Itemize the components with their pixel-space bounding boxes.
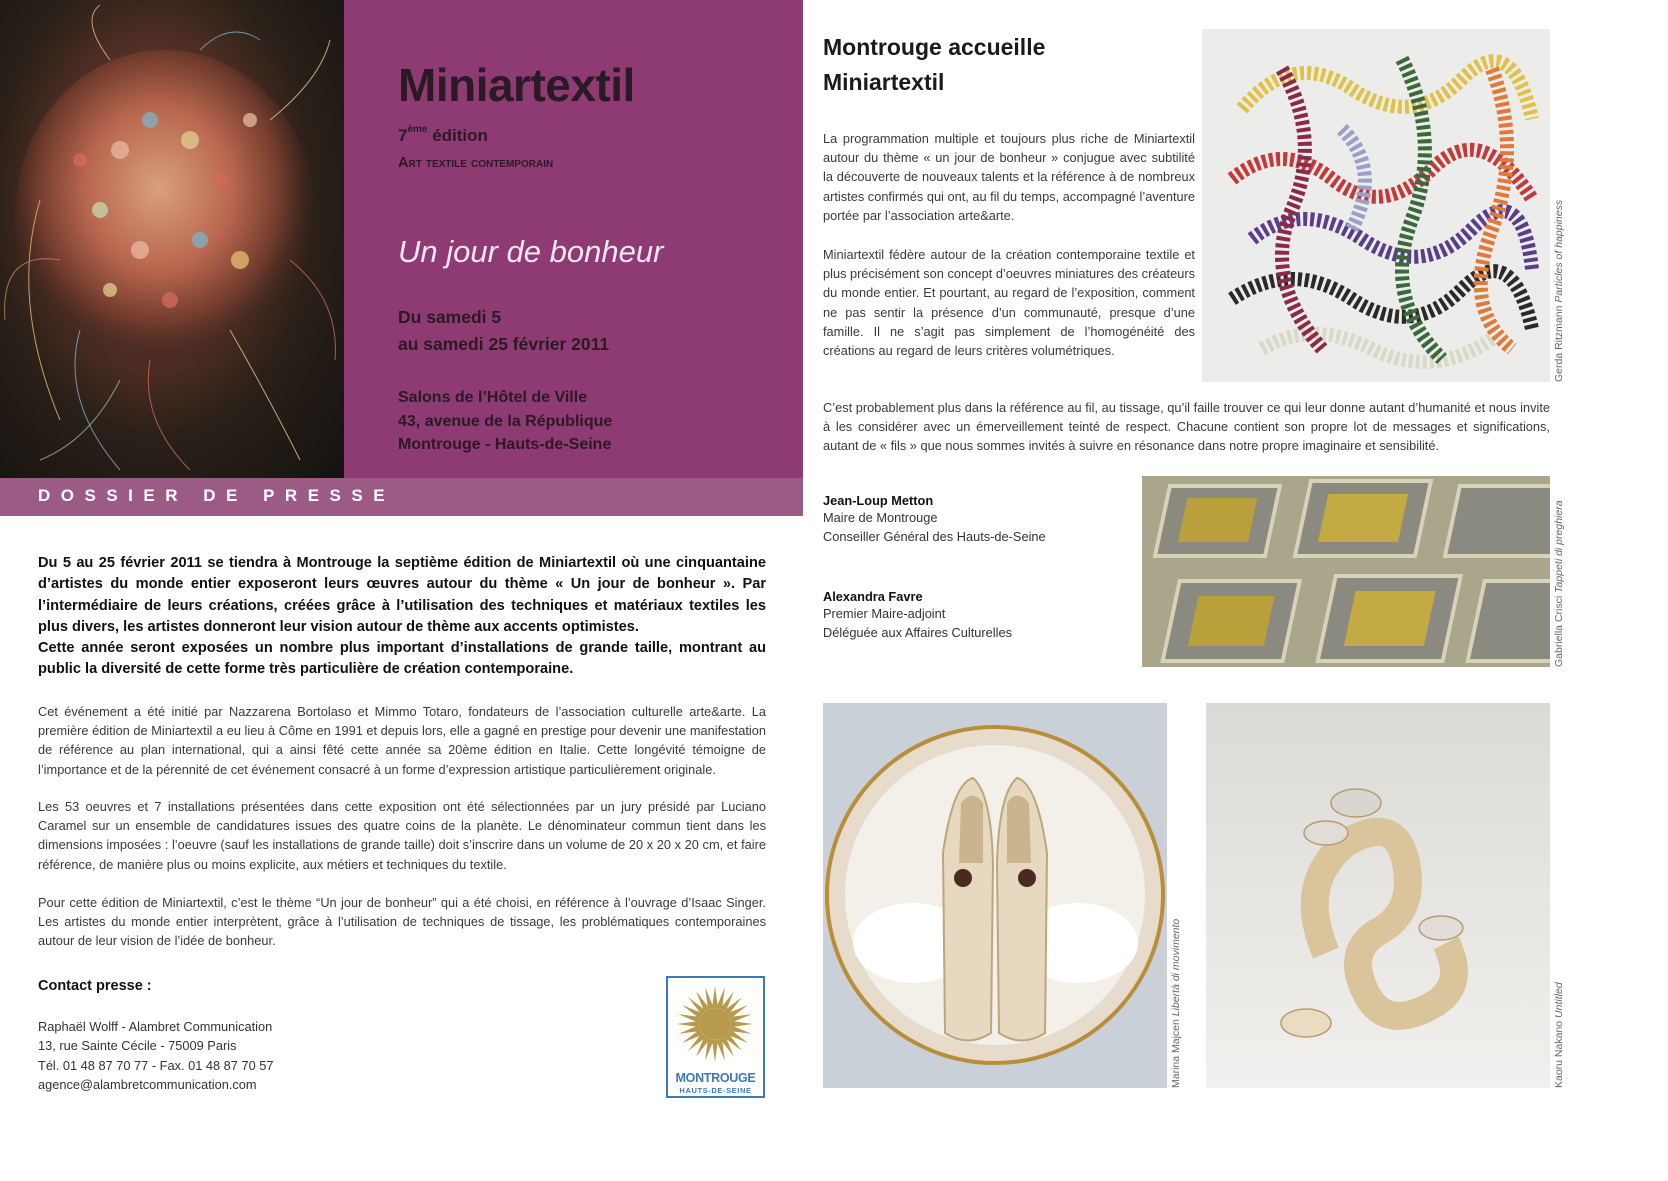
signatory-2: [823, 589, 1012, 642]
right-paragraph-2: Miniartextil fédère autour de la création contemporaine textile et plus précisément son concept d’oeuvres miniatures des créateurs du monde entier. Et pourtant, au regard de l’exposition, comment ne pas sentir la présence d’un communauté, presque d’une famille. Il ne s’agit pas simplement de l’homogénéité des créations au regard de leurs critères volumétriques.: [823, 247, 1196, 359]
signatory-1: [823, 493, 1046, 546]
artwork-image-slippers: [823, 703, 1167, 1088]
signatory-2-role-1: Premier Maire-adjoint: [823, 606, 946, 621]
right-paragraph-3: C’est probablement plus dans la référence au fil, au tissage, qu’il faille trouver ce qui leur donne autant d’humanité et nous invite à les considérer avec un émerveillement teinté de respect. Chacune contient son propre lot de messages et significations, autant de « fils » que nous sommes invités à suivre en résonance dans notre propre imaginaire et sensibilité.: [823, 400, 1550, 454]
intro-lead-paragraph-1: Du 5 au 25 février 2011 se tiendra à Montrouge la septième édition de Miniartextil où une cinquantaine d’artistes du monde entier exposeront leurs œuvres autour du thème « Un jour de bonheur ». Par l’intermédiaire de leurs créations, créées grâce à l’utilisation des techniques et matériaux textiles les plus divers, les artistes donneront leur vision autour de thème aux accents optimistes.: [38, 555, 766, 635]
signatory-1-name: Jean-Loup Metton: [823, 493, 934, 508]
contact-agency: Raphaël Wolff - Alambret Communication: [38, 1019, 273, 1034]
venue-line-1: Salons de l’Hôtel de Ville: [398, 389, 588, 406]
hero-artwork-photo: [0, 0, 344, 478]
contact-title: Contact presse :: [38, 978, 152, 994]
event-theme: Un jour de bonheur: [398, 234, 664, 269]
right-page-title: [823, 30, 1045, 100]
right-title-line-1: Montrouge accueille: [823, 34, 1046, 60]
venue-line-2: 43, avenue de la République: [398, 412, 613, 430]
intro-lead-paragraph-2: Cette année seront exposées un nombre plus important d’installations de grande taille, montrant au public la diversité de cette forme très particulière de création contemporaine.: [38, 640, 766, 678]
photo-credit-prayer-rugs: Gabriella Crisci Tappeti di preghiera: [1553, 500, 1565, 667]
signatory-2-name: Alexandra Favre: [823, 589, 923, 604]
contact-phone: Tél. 01 48 87 70 77 - Fax. 01 48 87 70 57: [38, 1057, 274, 1073]
sun-icon: [668, 980, 763, 1070]
intro-paragraph-1: Cet événement a été initié par Nazzarena Bortolaso et Mimmo Totaro, fondateurs de l’association culturelle arte&arte. La première édition de Miniartextil a eu lieu à Côme en 1991 et depuis lors, elle a gagné en prestige pour devenir une manifestation de référence au plan international, qui a ainsi fêté cette année sa 20ème édition en Italie. Cette longévité témoigne de l’importance et de la pérennité de cet événement consacré à un forme d’expression artistique particulièrement originale.: [38, 704, 766, 777]
contact-details: [38, 1017, 274, 1095]
dates-line-2: au samedi 25 février 2011: [398, 334, 610, 354]
intro-paragraph-2: Les 53 oeuvres et 7 installations présentées dans cette exposition ont été sélectionnées par un jury présidé par Luciano Caramel sur un ensemble de candidatures issues des quatre coins de la planète. Le dénominateur commun tient dans les dimensions imposées : l’oeuvre (sauf les installations de grande taille) doit s’inscrire dans un volume de 20 x 20 x 20 cm, et faire référence, de manière plus ou moins explicite, aux métiers et techniques du textile.: [38, 799, 766, 872]
press-kit-label: DOSSIER DE PRESSE: [38, 486, 396, 505]
right-title-line-2: Miniartextil: [823, 69, 945, 95]
photo-credit-slippers: Marina Majcen Libertà di movimento: [1170, 918, 1182, 1088]
venue-line-3: Montrouge - Hauts-de-Seine: [398, 436, 612, 453]
montrouge-logo: [666, 976, 765, 1098]
intro-lead: [38, 553, 766, 681]
artwork-image-sculpture: [1206, 703, 1550, 1088]
dates-line-1: Du samedi 5: [398, 307, 502, 327]
contact-email[interactable]: agence@alambretcommunication.com: [38, 1077, 257, 1093]
event-subtitle: Art textile contemporain: [398, 155, 554, 171]
right-paragraph-1: La programmation multiple et toujours plus riche de Miniartextil autour du thème « un jour de bonheur » conjugue avec subtilité la découverte de nouveaux talents et la référence à de nombreux artistes confirmés qui ont, au fil du temps, accompagné l’aventure portée par l’association arte&arte.: [823, 131, 1196, 223]
event-venue: [398, 386, 612, 457]
event-title: Miniartextil: [398, 59, 635, 111]
logo-name: MONTROUGE: [675, 1071, 756, 1085]
signatory-1-role-1: Maire de Montrouge: [823, 510, 938, 525]
intro-paragraph-3: Pour cette édition de Miniartextil, c’est le thème “Un jour de bonheur” qui a été choisi, en référence à l’ouvrage d’Isaac Singer. Les artistes du monde entier interprètent, grâce à l’utilisation de techniques de tissage, les problématiques contemporaines autour de leur vision de l’idée de bonheur.: [38, 895, 766, 949]
signatory-2-role-2: Déléguée aux Affaires Culturelles: [823, 625, 1012, 641]
artwork-image-prayer-rugs: [1142, 476, 1550, 667]
artwork-photo-particles: [1202, 29, 1550, 382]
contact-address: 13, rue Sainte Cécile - 75009 Paris: [38, 1038, 237, 1054]
artwork-photo-prayer-rugs: [1142, 476, 1550, 667]
event-dates: [398, 304, 609, 358]
hero-artwork-image: [0, 0, 344, 478]
artwork-photo-slippers: [823, 703, 1167, 1088]
signatory-1-role-2: Conseiller Général des Hauts-de-Seine: [823, 529, 1046, 545]
logo-subname: HAUTS-DE-SEINE: [679, 1086, 752, 1095]
edition-label: 7ème édition: [398, 124, 488, 145]
artwork-image-particles: [1202, 29, 1550, 382]
photo-credit-particles: Gerda Ritzmann Particles of happiness: [1553, 199, 1565, 382]
photo-credit-sculpture: Kaoru Nakano Untitled: [1553, 982, 1565, 1088]
artwork-photo-sculpture: [1206, 703, 1550, 1088]
